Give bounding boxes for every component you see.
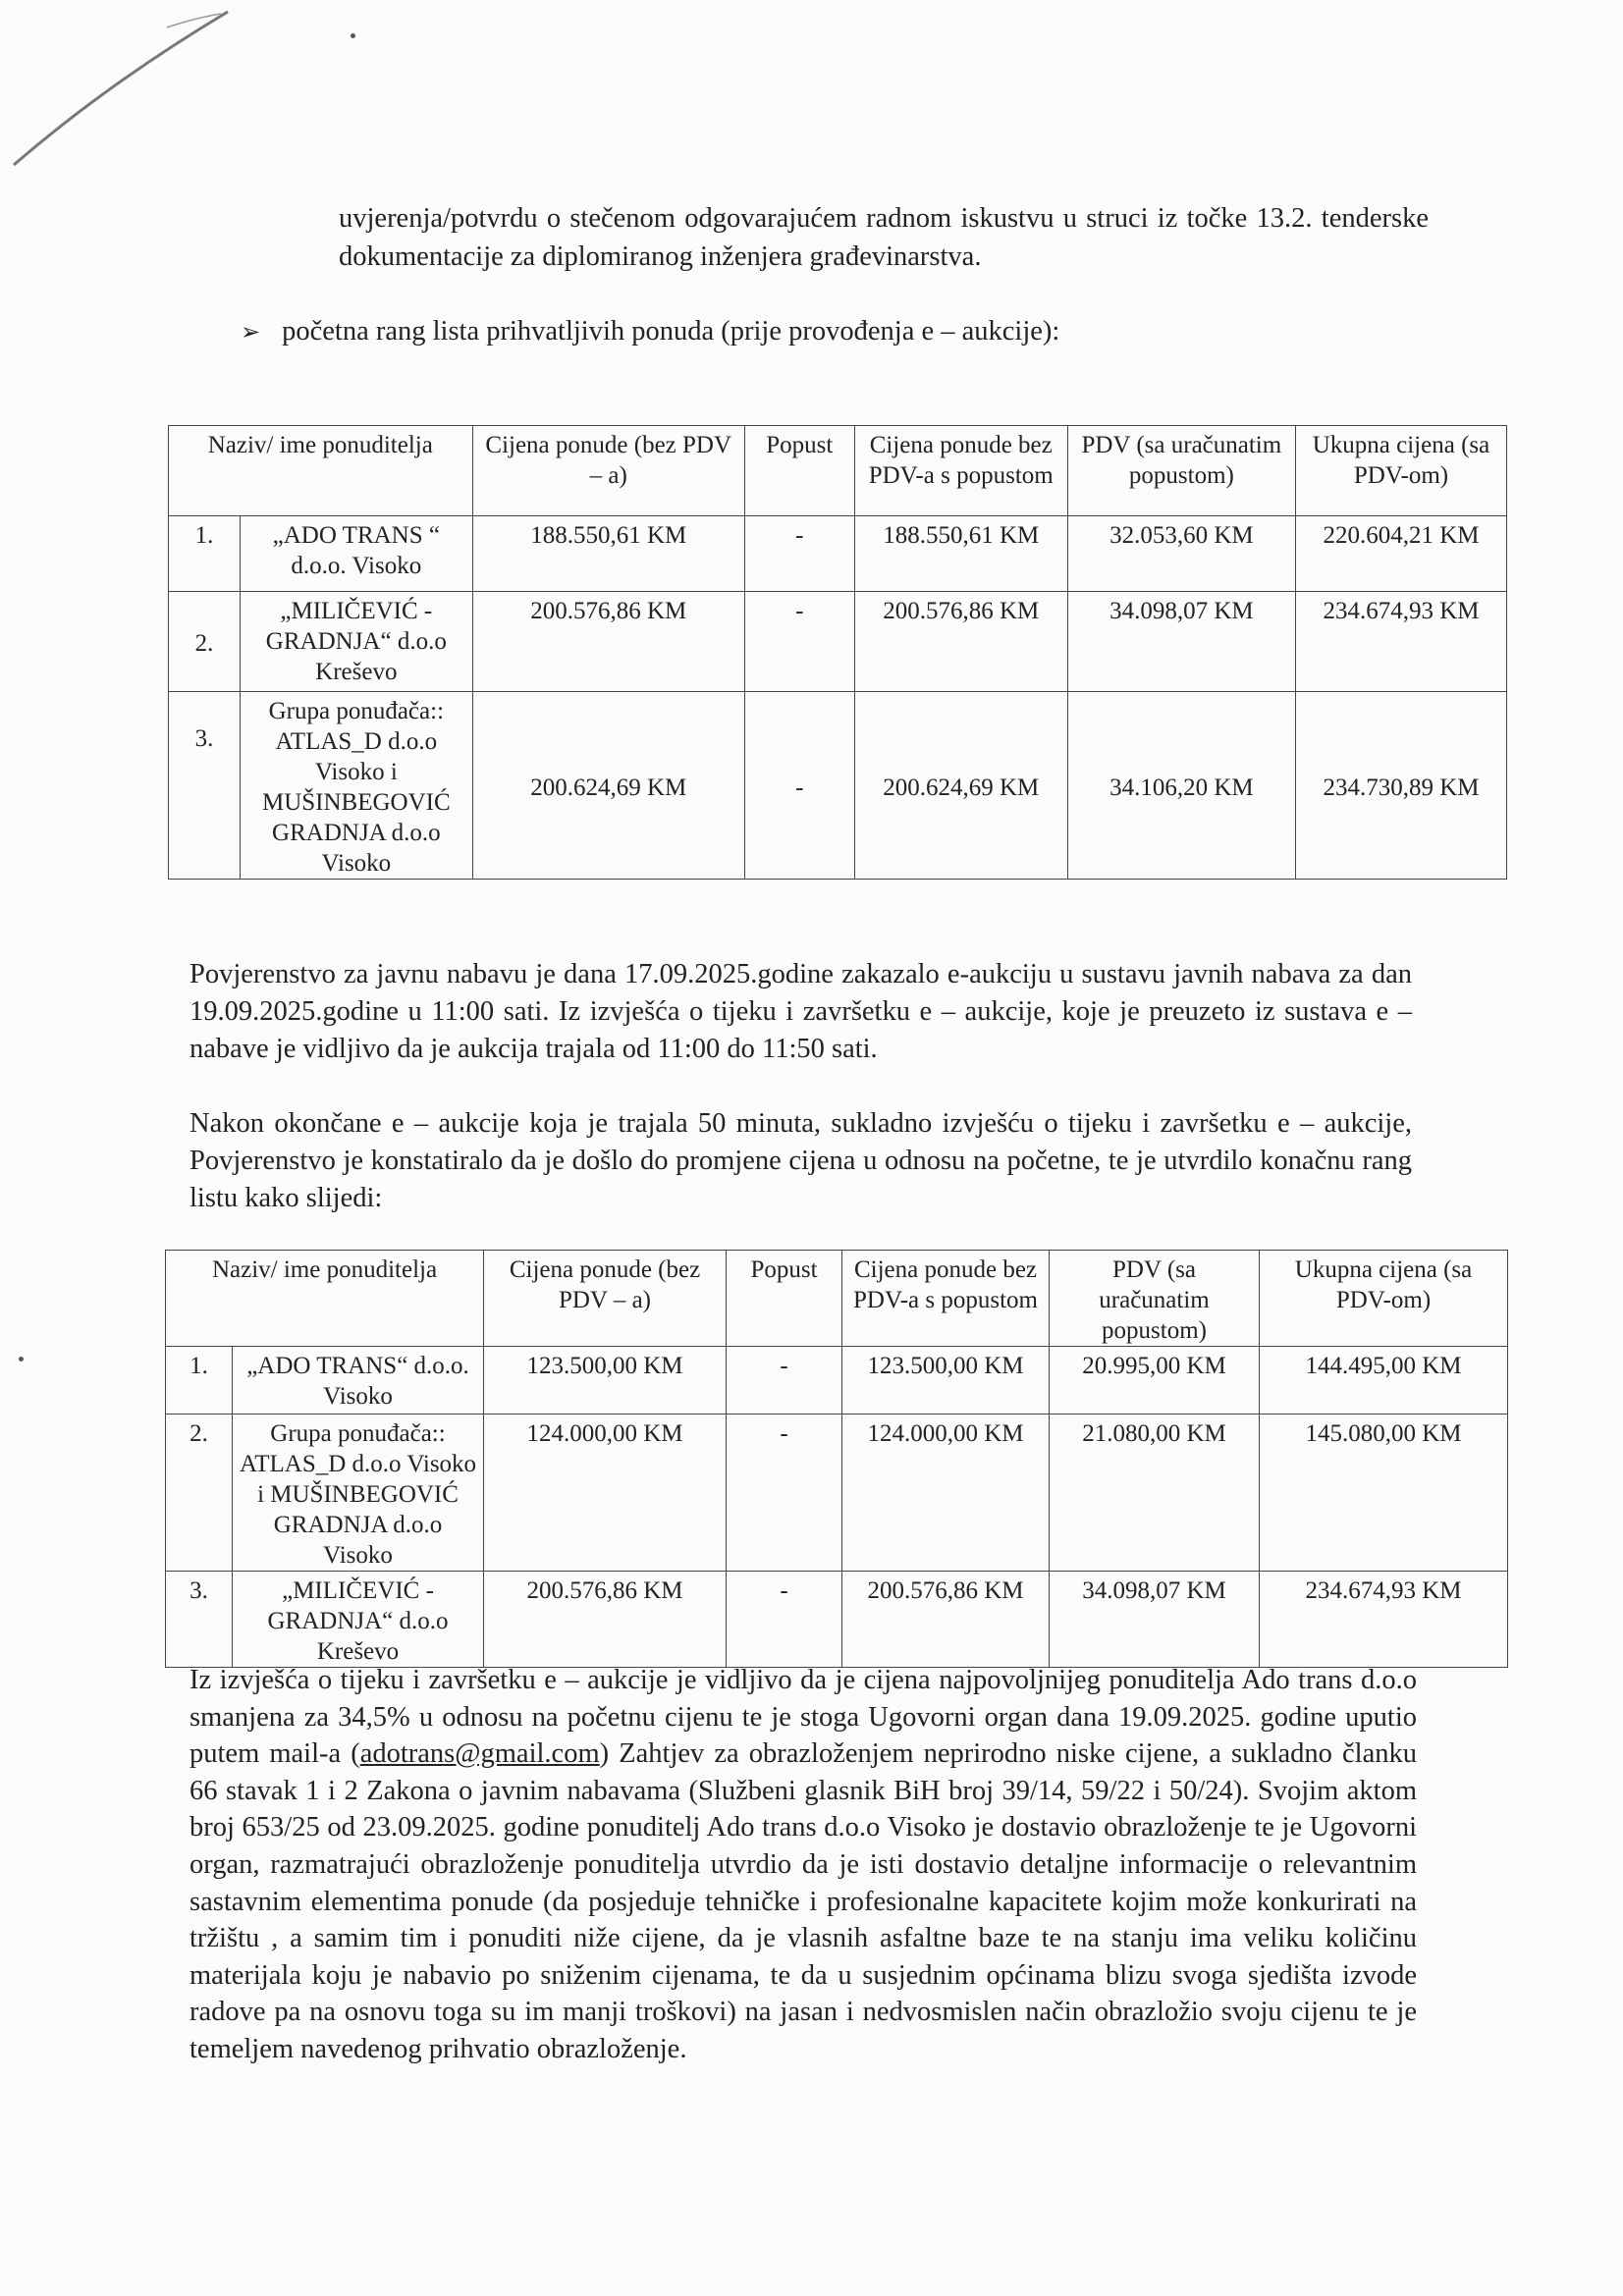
total: 234.674,93 KM [1260,1572,1508,1668]
discount: - [727,1347,842,1415]
bidder-name: „MILIČEVIĆ - GRADNJA“ d.o.o Kreševo [241,592,472,692]
header-vat: PDV (sa uračunatim popustom) [1067,426,1295,516]
header-price-discount: Cijena ponude bez PDV-a s popustom [854,426,1067,516]
table-header-row [169,426,1507,516]
header-price-discount: Cijena ponude bez PDV-a s popustom [842,1251,1050,1347]
table-row [169,692,1507,880]
price: 200.576,86 KM [472,592,744,692]
header-total: Ukupna cijena (sa PDV-om) [1260,1251,1508,1347]
table-row [166,1572,1508,1668]
row-index: 1. [166,1347,233,1415]
header-name: Naziv/ ime ponuditelja [169,426,473,516]
table-row [169,592,1507,692]
discount: - [727,1415,842,1572]
arrow-bullet-icon: ➢ [241,318,261,346]
price: 200.576,86 KM [484,1572,727,1668]
vat: 34.098,07 KM [1067,592,1295,692]
price: 123.500,00 KM [484,1347,727,1415]
scan-speck [351,33,355,38]
discount: - [744,516,854,592]
price: 188.550,61 KM [472,516,744,592]
header-discount: Popust [727,1251,842,1347]
total: 234.730,89 KM [1295,692,1506,880]
header-price: Cijena ponude (bez PDV – a) [472,426,744,516]
row-index: 2. [169,592,241,692]
discount: - [744,692,854,880]
table-row [166,1347,1508,1415]
total: 144.495,00 KM [1260,1347,1508,1415]
table-row [166,1415,1508,1572]
price-discount: 200.624,69 KM [854,692,1067,880]
vat: 21.080,00 KM [1050,1415,1260,1572]
price-discount: 200.576,86 KM [842,1572,1050,1668]
justification-text-start: Iz izvješća o tijeku i završetku e – aukcije je vidljivo da je cijena najpovoljnijeg ponuditelja Ado trans d.o.o smanjena za 34,5% u odnosu na početnu cijenu te je stoga Ugovorni organ dana 19.09.2025. godine uputio putem mail-a ( [189,1665,1417,1770]
row-index: 1. [169,516,241,592]
price-discount: 188.550,61 KM [854,516,1067,592]
table-row [169,516,1507,592]
initial-list-heading [241,312,1059,351]
total: 234.674,93 KM [1295,592,1506,692]
price-discount: 124.000,00 KM [842,1415,1050,1572]
vat: 20.995,00 KM [1050,1347,1260,1415]
bidder-name: Grupa ponuđača:: ATLAS_D d.o.o Visoko i MUŠINBEGOVIĆ GRADNJA d.o.o Visoko [241,692,472,880]
bidder-name: „MILIČEVIĆ - GRADNJA“ d.o.o Kreševo [233,1572,484,1668]
row-index: 3. [169,692,241,880]
header-total: Ukupna cijena (sa PDV-om) [1295,426,1506,516]
price-discount: 123.500,00 KM [842,1347,1050,1415]
bidder-name: Grupa ponuđača:: ATLAS_D d.o.o Visoko i MUŠINBEGOVIĆ GRADNJA d.o.o Visoko [233,1415,484,1572]
header-name: Naziv/ ime ponuditelja [166,1251,484,1347]
initial-ranking-table [168,425,1507,880]
vat: 34.098,07 KM [1050,1572,1260,1668]
price: 124.000,00 KM [484,1415,727,1572]
bidder-name: „ADO TRANS“ d.o.o. Visoko [233,1347,484,1415]
auction-schedule-paragraph: Povjerenstvo za javnu nabavu je dana 17.09.2025.godine zakazalo e-aukciju u sustavu javnih nabava za dan 19.09.2025.godine u 11:00 sati. Iz izvješća o tijeku i završetku e – aukcije, koje je preuzeto iz sustava e – nabave je vidljivo da je aukcija trajala od 11:00 do 11:50 sati. [189,959,1412,1064]
vat: 32.053,60 KM [1067,516,1295,592]
initial-list-heading-text: početna rang lista prihvatljivih ponuda (prije provođenja e – aukcije): [282,316,1060,347]
price-discount: 200.576,86 KM [854,592,1067,692]
bidder-name: „ADO TRANS “ d.o.o. Visoko [241,516,472,592]
discount: - [744,592,854,692]
discount: - [727,1572,842,1668]
table-header-row [166,1251,1508,1347]
total: 220.604,21 KM [1295,516,1506,592]
header-price: Cijena ponude (bez PDV – a) [484,1251,727,1347]
intro-paragraph: uvjerenja/potvrdu o stečenom odgovarajućem radnom iskustvu u struci iz točke 13.2. tenderske dokumentacije za diplomiranog inženjera građevinarstva. [339,203,1429,272]
final-ranking-table [165,1250,1508,1668]
vat: 34.106,20 KM [1067,692,1295,880]
scan-corner-mark [0,0,255,196]
row-index: 3. [166,1572,233,1668]
scan-speck [19,1357,24,1362]
header-vat: PDV (sa uračunatim popustom) [1050,1251,1260,1347]
email-link[interactable]: adotrans@gmail.com [359,1738,600,1770]
price: 200.624,69 KM [472,692,744,880]
justification-text-end: ) Zahtjev za obrazloženjem neprirodno niske cijene, a sukladno članku 66 stavak 1 i 2 Zakona o javnim nabavama (Službeni glasnik BiH broj 39/14, 59/22 i 50/24). Svojim aktom broj 653/25 od 23.09.2025. godine ponuditelj Ado trans d.o.o Visoko je dostavio obrazloženje te je Ugovorni organ, razmatrajući obrazloženje ponuditelja utvrdio da je isti dostavio detaljne informacije o relevantnim sastavnim elementima ponude (da posjeduje tehničke i profesionalne kapacitete kojim može konkurirati na tržištu , a samim tim i ponuditi niže cijene, da je vlasnih asfaltne baze te na stanju ima veliku količinu materijala koju je nabavio po sniženim cijenama, te da u susjednim općinama blizu svoga sjedišta izvode radove pa na osnovu toga su im manji troškovi) na jasan i nedvosmislen način obrazložio svoju cijenu te je temeljem navedenog prihvatio obrazloženje. [189,1738,1417,2064]
price-justification-paragraph [189,1662,1417,2068]
row-index: 2. [166,1415,233,1572]
auction-result-paragraph: Nakon okončane e – aukcije koja je trajala 50 minuta, sukladno izvješću o tijeku i završetku e – aukcije, Povjerenstvo je konstatiralo da je došlo do promjene cijena u odnosu na početne, te je utvrdilo konačnu rang listu kako slijedi: [189,1108,1412,1213]
header-discount: Popust [744,426,854,516]
total: 145.080,00 KM [1260,1415,1508,1572]
